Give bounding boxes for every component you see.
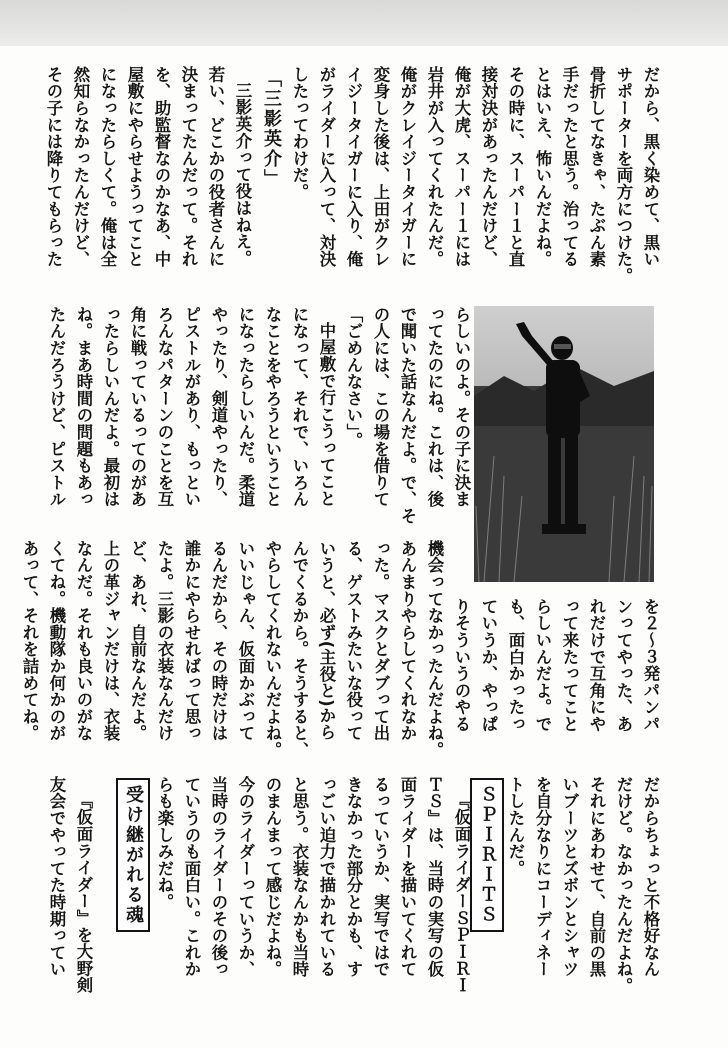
- text-column: いいじゃん、仮面かぶって: [236, 540, 255, 742]
- text-column: ろんなパターンのことを互: [155, 306, 174, 508]
- text-column: 機会ってなかったんだよね。: [425, 540, 444, 759]
- text-column: 面ライダーを描いてくれて: [398, 776, 417, 978]
- text-column: のまんまって感じだよね。: [263, 776, 282, 978]
- text-column: なことをやろうということ: [263, 306, 282, 508]
- text-column: ＴＳ』は、当時の実写の仮: [425, 776, 444, 978]
- text-column: って来たってこと: [560, 598, 579, 733]
- text-column: 俺が大虎、スーパー１には: [452, 66, 471, 268]
- text-column: 然知らなかったんだけど、: [71, 66, 90, 268]
- text-column: だけど。なかったんだよね。: [614, 776, 633, 995]
- text-column: 中屋敷で行こうってこと: [317, 322, 336, 507]
- text-column: 俺がクレイジータイガーに: [398, 66, 417, 268]
- text-column: らも楽しみだね。: [155, 776, 174, 911]
- text-column: 手だったと思う。治ってる: [560, 66, 579, 268]
- text-column: がライダーに入って、対決: [317, 66, 336, 268]
- text-column: んでくるから。そうすると、: [290, 540, 309, 759]
- text-column: っごい迫力で描かれている: [317, 776, 336, 978]
- text-column: 当時のライダーのその後っ: [209, 776, 228, 978]
- person-photo: [474, 306, 654, 582]
- text-column: ていうのも面白い。これか: [182, 776, 201, 978]
- text-column: の人には、この場を借りて: [371, 306, 390, 508]
- text-column: くてね。機動隊か何かのが: [47, 540, 66, 742]
- text-column: 友会でやってた時期ってい: [47, 776, 66, 978]
- text-column: 変身した後は、上田がクレ: [371, 66, 390, 268]
- text-column: を、助監督なのかなあ、中: [152, 66, 171, 268]
- text-column: るっていうか、実写ではで: [371, 776, 390, 978]
- text-column: 誰かにやらせればって思っ: [182, 540, 201, 742]
- text-column: になって、それで、いろん: [290, 306, 309, 508]
- text-column: トしたんだ。: [506, 776, 525, 877]
- text-column: と思う。衣装なんかも当時: [290, 776, 309, 978]
- text-column: その子には降りてもらった: [44, 66, 63, 268]
- text-column: らしいんだよ。で: [533, 598, 552, 733]
- text-column: たんだろうけど、ピストル: [47, 306, 66, 508]
- text-column: ていうか、やっぱ: [479, 598, 498, 733]
- text-column: になったらしくて。俺は全: [98, 66, 117, 268]
- text-column: 岩井が入ってくれたんだ。: [425, 66, 444, 268]
- text-column: なんだ。それも良いのがな: [74, 540, 93, 742]
- text-column: たよ。三影の衣装なんだけ: [155, 540, 174, 742]
- text-column: とはいえ、怖いんだよね。: [533, 66, 552, 268]
- text-column: 骨折してなきゃ、たぶん素: [587, 66, 606, 268]
- page-top-band: [0, 0, 728, 46]
- text-column: ったらしいんだよ。最初は: [101, 306, 120, 508]
- text-column: になったらしいんだ。柔道: [236, 306, 255, 508]
- text-column: 上の革ジャンだけは、衣装: [101, 540, 120, 742]
- text-column: ってたのにね。これは、後: [425, 306, 444, 508]
- text-column: るんだから、その時だけは: [209, 540, 228, 742]
- text-column: を自分なりにコーディネー: [533, 776, 552, 978]
- text-column: その時に、スーパー１と直: [506, 66, 525, 268]
- text-column: だから、黒く染めて、黒い: [641, 66, 660, 268]
- text-column: る、ゲストみたいな役って: [344, 540, 363, 742]
- text-column: 「ごめんなさい」。: [344, 306, 363, 449]
- text-column: らしいのよ。その子に決ま: [452, 306, 471, 508]
- text-column: った。マスクとダブって出: [371, 540, 390, 742]
- text-column: ね。まあ時間の問題もあっ: [74, 306, 93, 508]
- text-column: りそういうのやる: [452, 598, 471, 733]
- text-column: 決まってたんだって。それ: [179, 66, 198, 268]
- photo-image: [474, 306, 654, 582]
- text-column: きなかった部分とかも、す: [344, 776, 363, 978]
- text-column: 『仮面ライダー』を大野剣: [74, 792, 93, 994]
- text-column: それにあわせて、自前の黒: [587, 776, 606, 978]
- text-column: サポーターを両方につけた。: [614, 66, 633, 285]
- text-column: 接対決があったんだけど、: [479, 66, 498, 268]
- text-column: ピストルがあり、もっとい: [182, 306, 201, 508]
- text-column: 今のライダーっていうか、: [236, 776, 255, 978]
- text-column: 若い、どこかの役者さんに: [206, 66, 225, 268]
- text-column: を２〜３発パンパ: [641, 598, 660, 733]
- text-column: やったり、剣道やったり、: [209, 306, 228, 508]
- text-column: いうと、必ず(主役と)から: [317, 540, 336, 741]
- heading-uketsugareru-tamashii: 受け継がれる魂: [116, 778, 150, 932]
- text-column: だからちょっと不格好なん: [641, 776, 660, 978]
- heading-mikage-eisuke: 「三影英介」: [261, 69, 282, 189]
- text-column: あって、それを詰めてね。: [20, 540, 39, 742]
- text-column: したってわけだ。: [290, 66, 309, 201]
- text-column: ンってやった、あ: [614, 598, 633, 733]
- text-column: 角に戦っているってのがあ: [128, 306, 147, 508]
- text-column: ど、あれ、自前なんだよ。: [128, 540, 147, 742]
- text-column: あんまりやらしてくれなか: [398, 540, 417, 742]
- text-column: 三影英介って役はねえ。: [233, 82, 252, 267]
- text-column: いブーツとズボンとシャツ: [560, 776, 579, 978]
- text-column: やらしてくれないんだよね。: [263, 540, 282, 759]
- text-column: れだけで互角にや: [587, 598, 606, 733]
- heading-spirits: ＳＰＩＲＩＴＳ: [470, 778, 504, 932]
- text-column: イジータイガーに入り、俺: [344, 66, 363, 268]
- text-column: 屋敷にやらせようってこと: [125, 66, 144, 268]
- text-column: も、面白かったっ: [506, 598, 525, 733]
- text-column: で聞いた話なんだよ。で、そ: [398, 306, 417, 525]
- text-column: 『仮面ライダーＳＰＩＲＩ: [452, 792, 471, 994]
